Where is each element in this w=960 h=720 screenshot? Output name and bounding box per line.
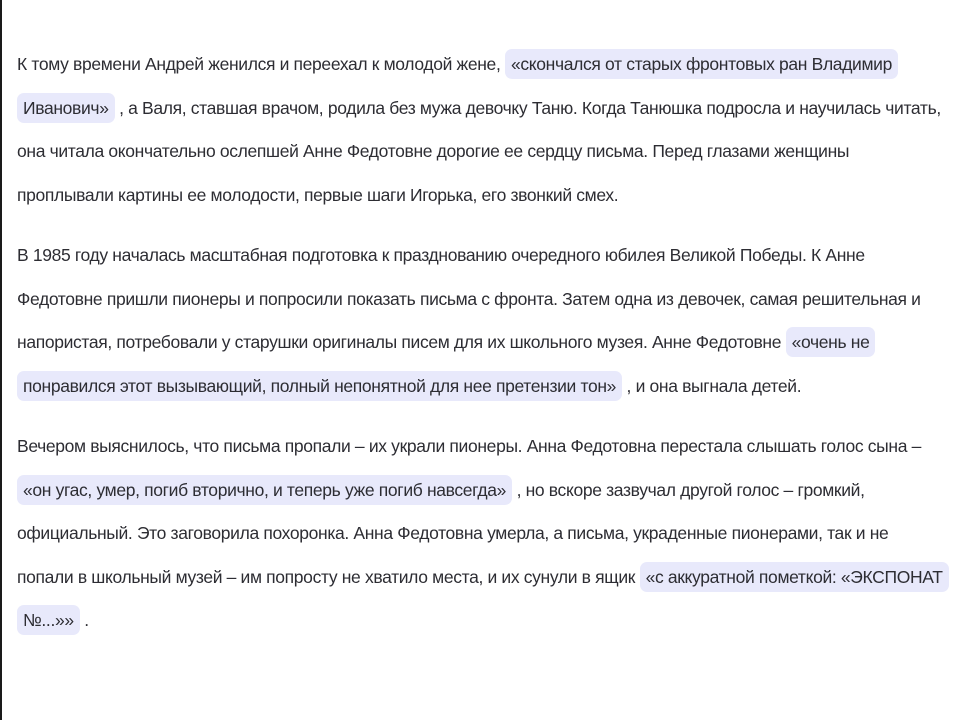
highlighted-quote[interactable]: «скончался от старых фронтовых ран Владимир Иванович» [17,49,898,123]
paragraph-1 [17,43,947,217]
paragraph-text: . [79,610,89,630]
paragraph-3 [17,425,947,643]
paragraph-2 [17,234,947,408]
left-border-line [0,0,2,720]
paragraph-text: К тому времени Андрей женился и переехал к молодой жене, [17,54,505,74]
paragraph-text: Вечером выяснилось, что письма пропали – их украли пионеры. Анна Федотовна перестала слышать голос сына – [17,436,921,456]
document-body [17,43,947,643]
paragraph-text: В 1985 году началась масштабная подготовка к празднованию очередного юбилея Великой Победы. К Анне Федотовне пришли пионеры и попросили показать письма с фронта. Затем одна из девочек, самая решительная и напористая, потребовали у старушки оригиналы писем для их школьного музея. Анне Федотовне [17,245,921,352]
paragraph-text: , но вскоре зазвучал другой голос – громкий, официальный. Это заговорила похоронка. Анна Федотовна умерла, а письма, украденные пионерами, так и не попали в школьный музей – им попросту не хватило места, и их сунули в ящик [17,479,889,587]
highlighted-quote[interactable]: «с аккуратной пометкой: «ЭКСПОНАТ №...»» [17,562,949,636]
highlighted-quote[interactable]: «он угас, умер, погиб вторично, и теперь уже погиб навсегда» [17,475,512,505]
paragraph-text: , а Валя, ставшая врачом, родила без мужа девочку Таню. Когда Танюшка подросла и научилась читать, она читала окончательно ослепшей Анне Федотовне дорогие ее сердцу письма. Перед глазами женщины проплывали картины ее молодости, первые шаги Игорька, его звонкий смех. [17,97,941,205]
paragraph-text: , и она выгнала детей. [622,375,802,396]
highlighted-quote[interactable]: «очень не понравился этот вызывающий, полный непонятной для нее претензии тон» [17,327,875,401]
